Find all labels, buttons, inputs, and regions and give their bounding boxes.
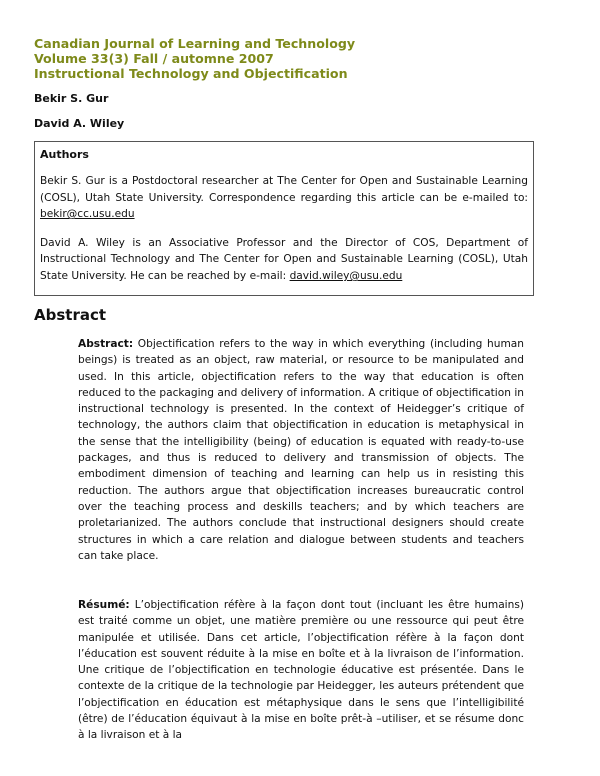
article-title: Instructional Technology and Objectification	[34, 66, 348, 81]
abstract-french-label: Résumé:	[78, 599, 130, 611]
abstract-heading: Abstract	[34, 306, 107, 324]
abstract-english	[78, 336, 524, 564]
abstract-english-text: Objectification refers to the way in which everything (including human beings) is treated as an object, raw material, or resource to be manipulated and used. In this article, objectification refers to the way that education is often reduced to the packaging and delivery of information. A critique of objectification in instructional technology is presented. In the context of Heidegger’s critique of technology, the authors claim that objectification in education is metaphysical in the sense that the intelligibility (being) of education is equated with ready-to-use packages, and thus is reduced to delivery and transmission of objects. The embodiment dimension of teaching and learning can help us in resisting this reduction. The authors argue that objectification increases bureaucratic control over the teaching process and deskills teachers; and by which teachers are proletarianized. The authors conclude that instructional designers should create structures in which a care relation and dialogue between students and teachers can take place.	[78, 338, 524, 562]
author-bio-1-text: Bekir S. Gur is a Postdoctoral researcher at The Center for Open and Sustainable Learning (COSL), Utah State University. Correspondence regarding this article can be e-mailed to:	[40, 175, 528, 204]
journal-header	[34, 36, 355, 81]
author-bio-2-text: David A. Wiley is an Associative Professor and the Director of COS, Department of Instructional Technology and The Center for Open and Sustainable Learning (COSL), Utah State University. He can be reached by e-mail:	[40, 236, 528, 282]
authors-box	[34, 141, 534, 296]
journal-name: Canadian Journal of Learning and Technology	[34, 36, 356, 51]
author-email-link-2[interactable]: david.wiley@usu.edu	[289, 269, 403, 282]
author-name-1: Bekir S. Gur	[34, 92, 109, 105]
author-bio-1	[40, 173, 528, 223]
authors-box-heading: Authors	[40, 148, 89, 161]
abstract-french-text: L’objectification réfère à la façon dont tout (incluant les être humains) est traité comme un objet, une matière première ou une ressource qui peut être manipulée et utilisée. Dans cet article, l’objectification réfère à la façon dont l’éducation est souvent réduite à la mise en boîte et à la livraison de l’information. Une critique de l’objectification en technologie éducative est présentée. Dans le contexte de la critique de la technologie par Heidegger, les auteurs prétendent que l’objectification en éducation est métaphysique dans le sens que l’intelligibilité (être) de l’éducation équivaut à la mise en boîte prêt-à –utiliser, et se résume donc à la livraison et à la	[78, 599, 524, 742]
author-bio-2	[40, 235, 528, 285]
abstract-french	[78, 597, 524, 744]
abstract-english-label: Abstract:	[78, 338, 134, 350]
author-name-2: David A. Wiley	[34, 117, 125, 130]
author-email-link-1[interactable]: bekir@cc.usu.edu	[40, 208, 135, 221]
journal-volume: Volume 33(3) Fall / automne 2007	[34, 51, 274, 66]
